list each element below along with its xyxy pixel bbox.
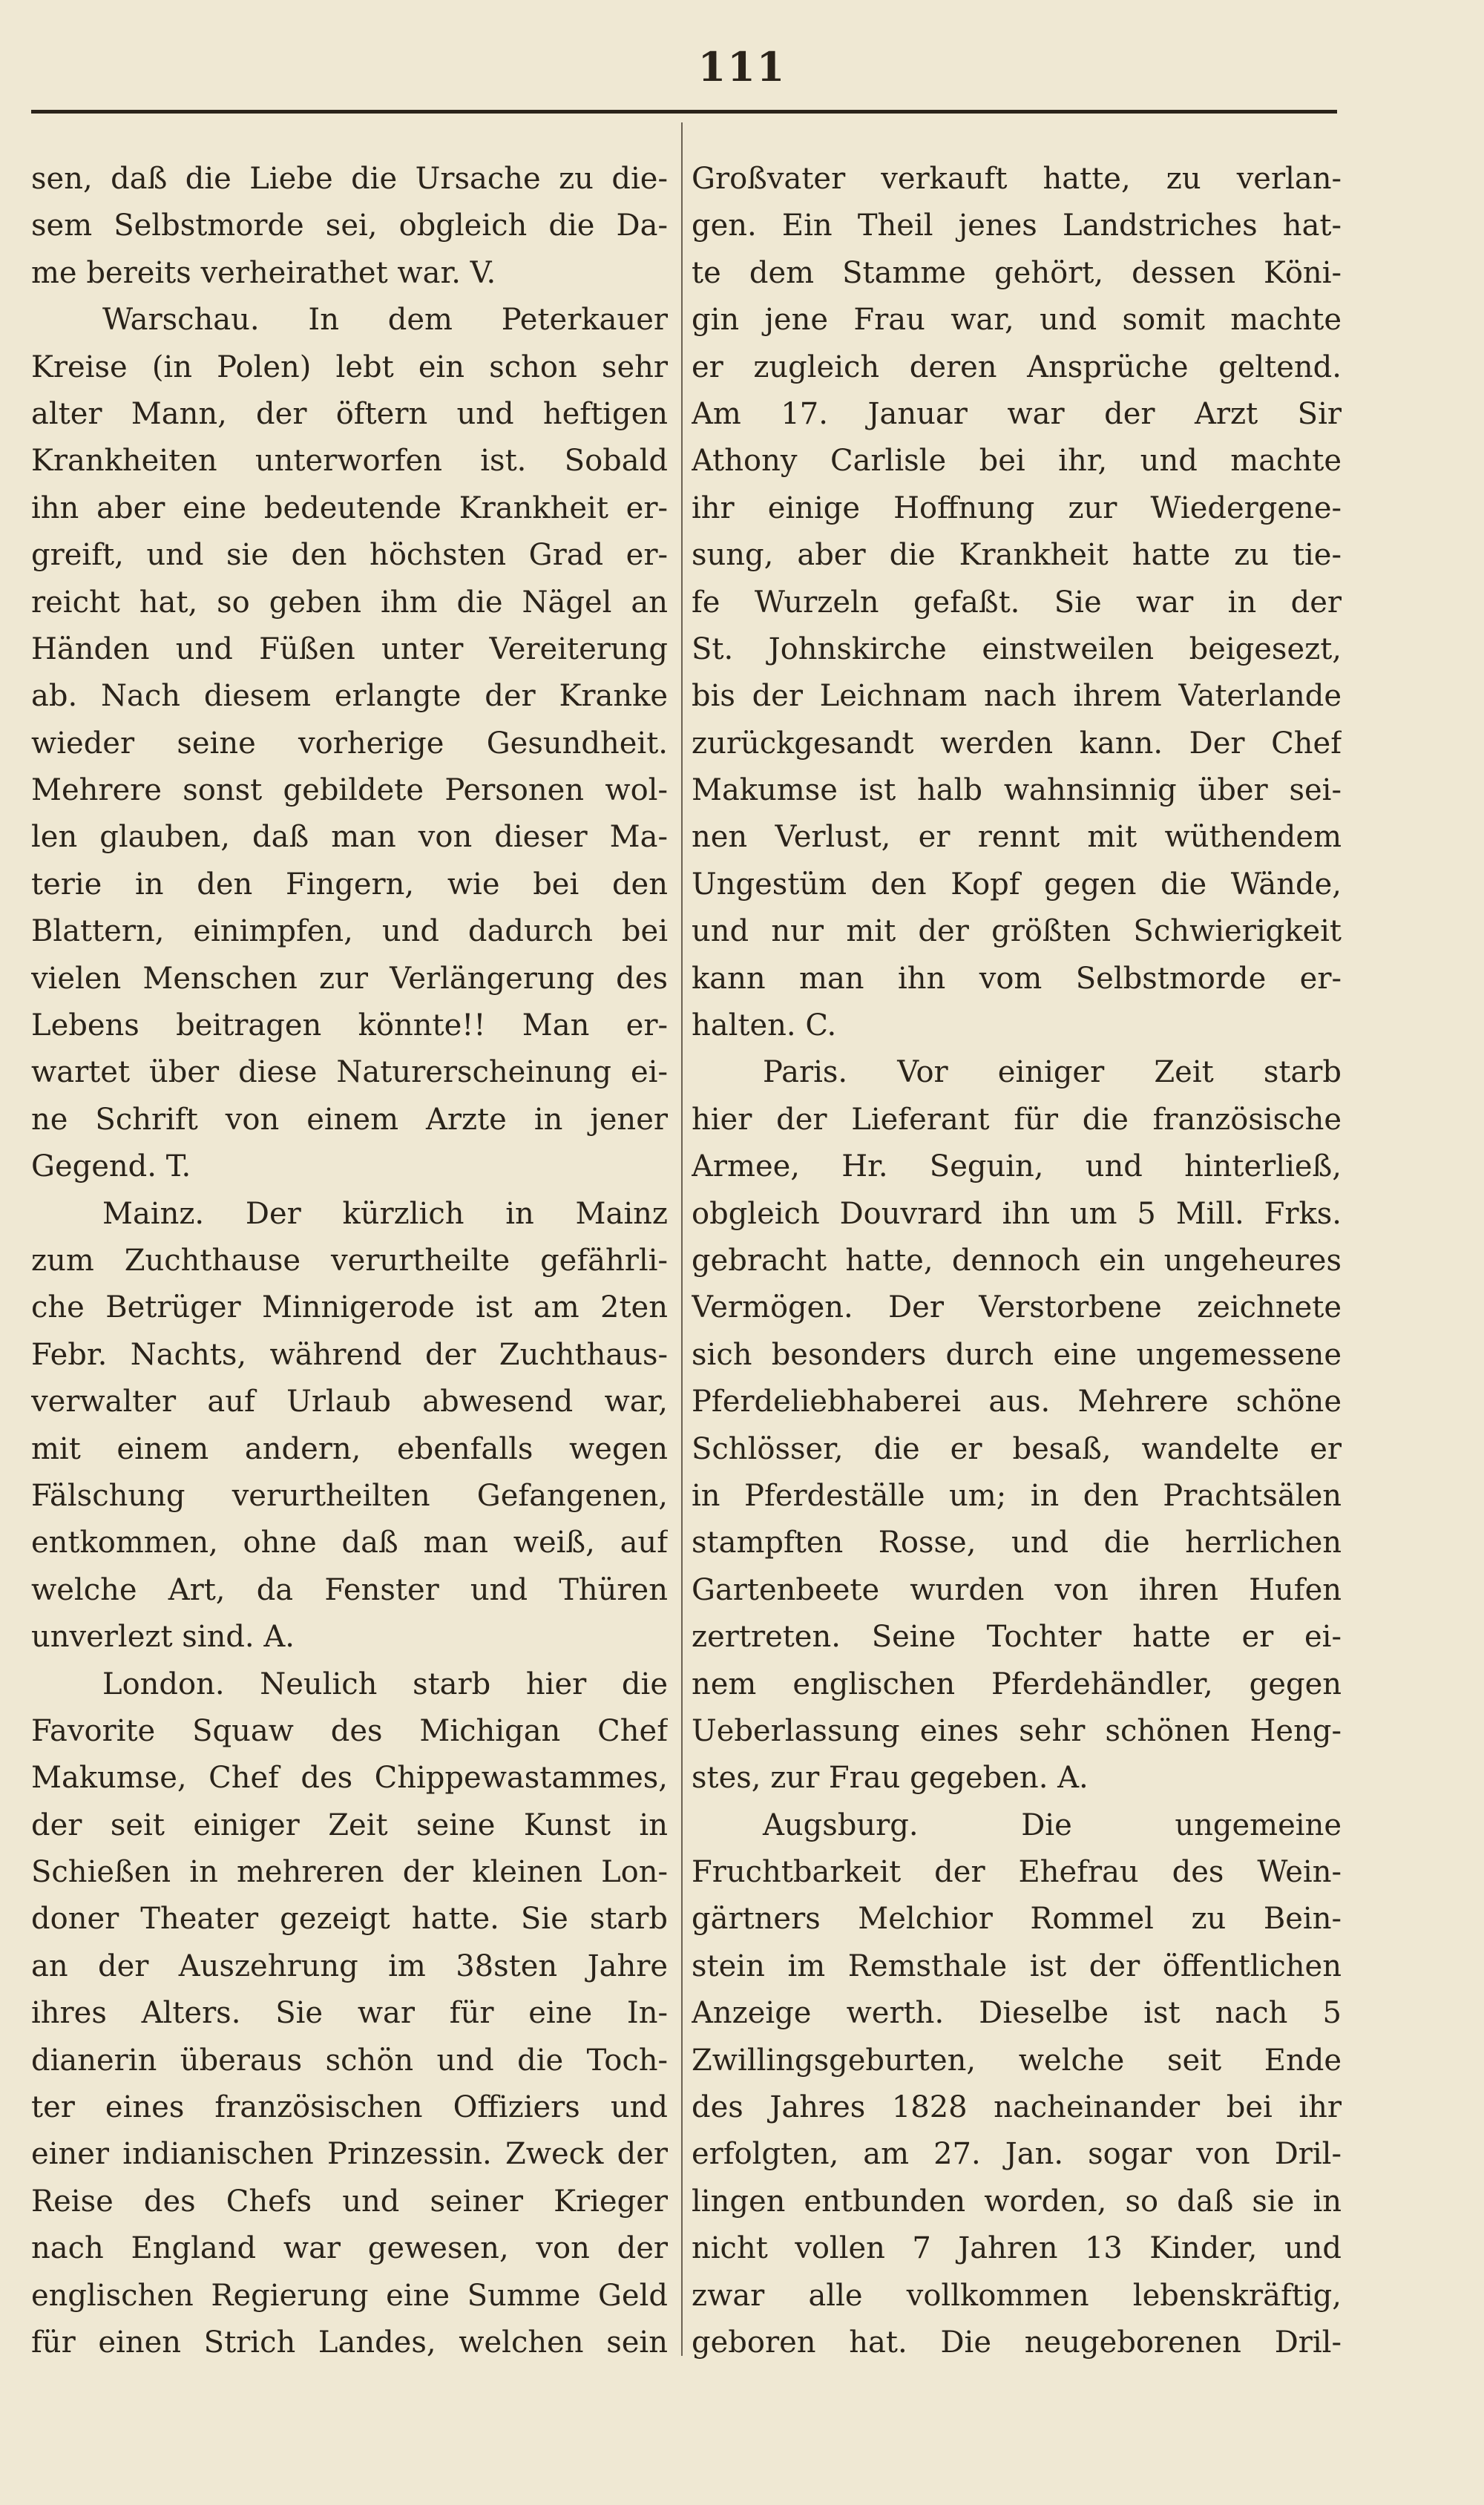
text-line: sung, aber die Krankheit hatte zu tie- xyxy=(692,538,1342,573)
text-line: ne Schrift von einem Arzte in jener xyxy=(31,1102,668,1137)
text-line: und nur mit der größten Schwierigkeit xyxy=(692,914,1342,949)
text-line: zwar alle vollkommen lebenskräftig, xyxy=(692,2278,1342,2313)
text-line: wartet über diese Naturerscheinung ei- xyxy=(31,1055,668,1090)
text-line: greift, und sie den höchsten Grad er- xyxy=(31,538,668,573)
text-line: Mainz. Der kürzlich in Mainz xyxy=(102,1196,668,1231)
text-line: terie in den Fingern, wie bei den xyxy=(31,867,668,902)
text-line: nicht vollen 7 Jahren 13 Kinder, und xyxy=(692,2231,1342,2266)
text-line: erfolgten, am 27. Jan. sogar von Dril- xyxy=(692,2137,1342,2172)
text-line: Lebens beitragen könnte!! Man er- xyxy=(31,1008,668,1043)
text-line: für einen Strich Landes, welchen sein xyxy=(31,2325,668,2360)
text-line: unverlezt sind. A. xyxy=(31,1620,295,1655)
text-line: ab. Nach diesem erlangte der Kranke xyxy=(31,679,668,714)
text-line: gebracht hatte, dennoch ein ungeheures xyxy=(692,1243,1342,1278)
text-line: Vermögen. Der Verstorbene zeichnete xyxy=(692,1290,1342,1325)
text-line: wieder seine vorherige Gesundheit. xyxy=(31,726,668,761)
text-line: sem Selbstmorde sei, obgleich die Da- xyxy=(31,209,668,243)
text-line: nach England war gewesen, von der xyxy=(31,2231,668,2266)
text-line: Pferdeliebhaberei aus. Mehrere schöne xyxy=(692,1385,1342,1419)
text-line: nen Verlust, er rennt mit wüthendem xyxy=(692,820,1342,855)
text-line: ter eines französischen Offiziers und xyxy=(31,2090,668,2125)
text-line: englischen Regierung eine Summe Geld xyxy=(31,2278,668,2313)
text-line: in Pferdeställe um; in den Prachtsälen xyxy=(692,1478,1342,1513)
text-line: der seit einiger Zeit seine Kunst in xyxy=(31,1808,668,1842)
text-line: entkommen, ohne daß man weiß, auf xyxy=(31,1526,668,1560)
text-line: Kreise (in Polen) lebt ein schon sehr xyxy=(31,349,668,384)
text-line: Paris. Vor einiger Zeit starb xyxy=(763,1055,1342,1090)
text-line: verwalter auf Urlaub abwesend war, xyxy=(31,1385,668,1419)
text-line: Gegend. T. xyxy=(31,1149,191,1184)
text-line: Febr. Nachts, während der Zuchthaus- xyxy=(31,1337,668,1372)
left-column xyxy=(31,156,668,2366)
text-line: Händen und Füßen unter Vereiterung xyxy=(31,631,668,666)
text-line: zurückgesandt werden kann. Der Chef xyxy=(692,726,1342,761)
text-line: gin jene Frau war, und somit machte xyxy=(692,303,1342,338)
text-line: zertreten. Seine Tochter hatte er ei- xyxy=(692,1620,1342,1655)
text-line: Fruchtbarkeit der Ehefrau des Wein- xyxy=(692,1855,1342,1890)
text-line: stein im Remsthale ist der öffentlichen xyxy=(692,1948,1342,1983)
column-divider xyxy=(681,122,683,2356)
text-line: zum Zuchthause verurtheilte gefährli- xyxy=(31,1243,668,1278)
text-line: Am 17. Januar war der Arzt Sir xyxy=(692,396,1342,431)
text-line: ihr einige Hoffnung zur Wiedergene- xyxy=(692,490,1342,525)
text-line: nem englischen Pferdehändler, gegen xyxy=(692,1667,1342,1701)
text-line: Mehrere sonst gebildete Personen wol- xyxy=(31,773,668,808)
text-line: ihn aber eine bedeutende Krankheit er- xyxy=(31,490,668,525)
text-line: Makumse ist halb wahnsinnig über sei- xyxy=(692,773,1342,808)
text-line: Reise des Chefs und seiner Krieger xyxy=(31,2184,668,2219)
text-line: Favorite Squaw des Michigan Chef xyxy=(31,1713,668,1748)
header-rule xyxy=(31,110,1337,114)
text-line: hier der Lieferant für die französische xyxy=(692,1102,1342,1137)
text-line: er zugleich deren Ansprüche geltend. xyxy=(692,349,1342,384)
text-line: lingen entbunden worden, so daß sie in xyxy=(692,2184,1342,2219)
text-line: gen. Ein Theil jenes Landstriches hat- xyxy=(692,209,1342,243)
text-line: Athony Carlisle bei ihr, und machte xyxy=(692,444,1342,479)
text-line: len glauben, daß man von dieser Ma- xyxy=(31,820,668,855)
text-line: Augsburg. Die ungemeine xyxy=(763,1808,1342,1842)
text-line: ihres Alters. Sie war für eine In- xyxy=(31,1996,668,2031)
text-line: vielen Menschen zur Verlängerung des xyxy=(31,961,668,996)
text-line: St. Johnskirche einstweilen beigesezt, xyxy=(692,631,1342,666)
text-line: alter Mann, der öftern und heftigen xyxy=(31,396,668,431)
right-column xyxy=(692,156,1342,2366)
text-line: halten. C. xyxy=(692,1008,837,1043)
text-line: che Betrüger Minnigerode ist am 2ten xyxy=(31,1290,668,1325)
text-line: Ungestüm den Kopf gegen die Wände, xyxy=(692,867,1342,902)
text-line: welche Art, da Fenster und Thüren xyxy=(31,1572,668,1607)
text-line: obgleich Douvrard ihn um 5 Mill. Frks. xyxy=(692,1196,1342,1231)
text-line: stes, zur Frau gegeben. A. xyxy=(692,1761,1089,1796)
text-line: Schlösser, die er besaß, wandelte er xyxy=(692,1431,1342,1466)
text-line: Ueberlassung eines sehr schönen Heng- xyxy=(692,1713,1342,1748)
text-line: Blattern, einimpfen, und dadurch bei xyxy=(31,914,668,949)
text-line: geboren hat. Die neugeborenen Dril- xyxy=(692,2325,1342,2360)
text-line: Makumse, Chef des Chippewastammes, xyxy=(31,1761,668,1796)
text-line: Zwillingsgeburten, welche seit Ende xyxy=(692,2043,1342,2078)
text-line: reicht hat, so geben ihm die Nägel an xyxy=(31,585,668,620)
text-line: Warschau. In dem Peterkauer xyxy=(102,303,668,338)
text-line: Krankheiten unterworfen ist. Sobald xyxy=(31,444,668,479)
text-line: me bereits verheirathet war. V. xyxy=(31,255,496,290)
text-line: gärtners Melchior Rommel zu Bein- xyxy=(692,1902,1342,1937)
text-line: einer indianischen Prinzessin. Zweck der xyxy=(31,2137,668,2172)
text-line: Schießen in mehreren der kleinen Lon- xyxy=(31,1855,668,1890)
text-line: doner Theater gezeigt hatte. Sie starb xyxy=(31,1902,668,1937)
text-line: des Jahres 1828 nacheinander bei ihr xyxy=(692,2090,1342,2125)
text-line: Armee, Hr. Seguin, und hinterließ, xyxy=(692,1149,1342,1184)
page-number: 111 xyxy=(697,43,787,91)
text-line: sen, daß die Liebe die Ursache zu die- xyxy=(31,162,668,196)
text-line: fe Wurzeln gefaßt. Sie war in der xyxy=(692,585,1342,620)
text-line: stampften Rosse, und die herrlichen xyxy=(692,1526,1342,1560)
text-line: London. Neulich starb hier die xyxy=(102,1667,668,1701)
text-line: Großvater verkauft hatte, zu verlan- xyxy=(692,162,1342,196)
text-line: Gartenbeete wurden von ihren Hufen xyxy=(692,1572,1342,1607)
text-line: kann man ihn vom Selbstmorde er- xyxy=(692,961,1342,996)
text-line: bis der Leichnam nach ihrem Vaterlande xyxy=(692,679,1342,714)
text-line: Fälschung verurtheilten Gefangenen, xyxy=(31,1478,668,1513)
text-line: dianerin überaus schön und die Toch- xyxy=(31,2043,668,2078)
text-line: mit einem andern, ebenfalls wegen xyxy=(31,1431,668,1466)
text-line: te dem Stamme gehört, dessen Köni- xyxy=(692,255,1342,290)
text-line: Anzeige werth. Dieselbe ist nach 5 xyxy=(692,1996,1342,2031)
text-line: an der Auszehrung im 38sten Jahre xyxy=(31,1948,668,1983)
text-line: sich besonders durch eine ungemessene xyxy=(692,1337,1342,1372)
